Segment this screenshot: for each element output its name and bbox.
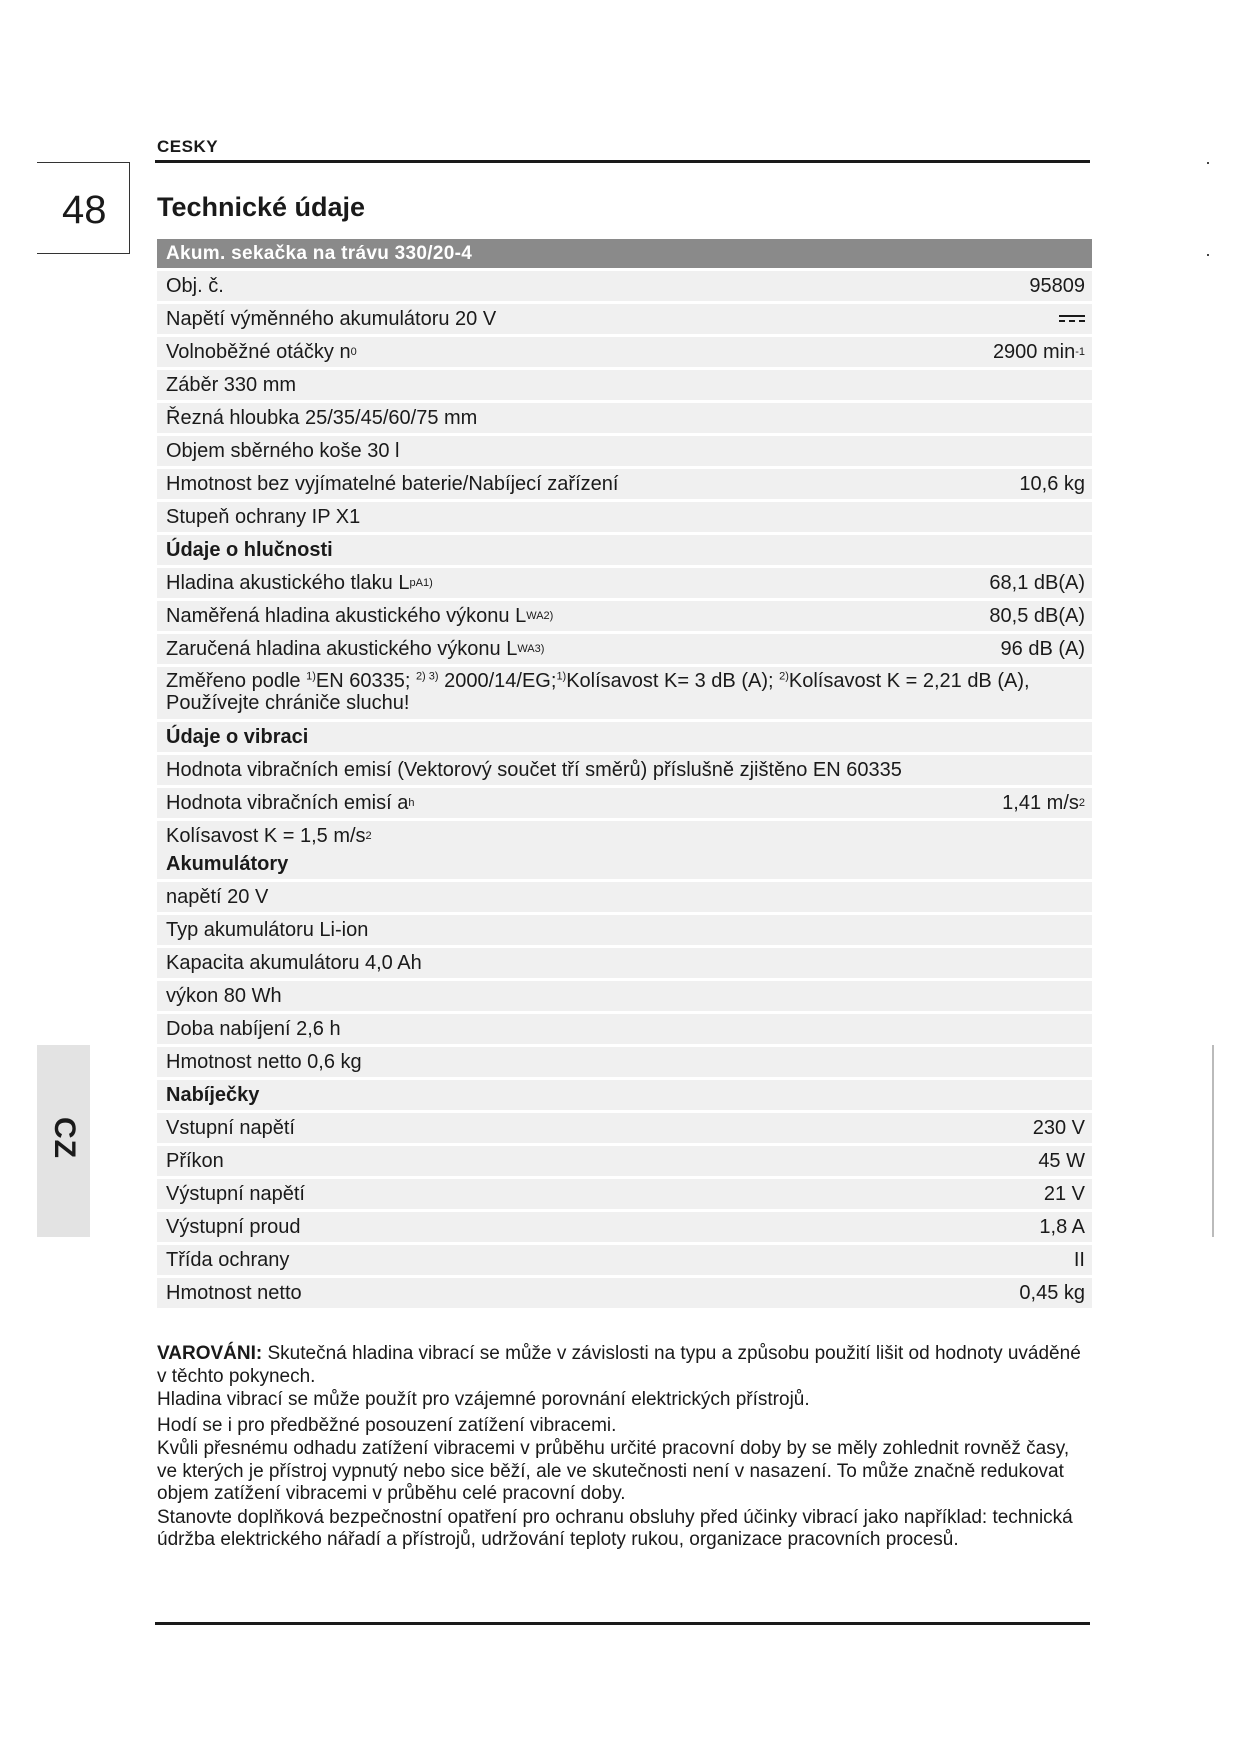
warning-paragraph: VAROVÁNI: Skutečná hladina vibrací se může v závislosti na typu a způsobu použití lišit od hodnoty uváděné v těchto pokynech. — [157, 1343, 1081, 1387]
table-row — [157, 568, 1092, 598]
table-section-row — [157, 1080, 1092, 1110]
row-value: 21 V — [1043, 1182, 1085, 1205]
bottom-rule — [155, 1622, 1090, 1625]
row-label: Typ akumulátoru Li-ion — [166, 919, 369, 941]
row-value: 10,6 kg — [1019, 472, 1085, 495]
table-row — [157, 436, 1092, 466]
table-row — [157, 304, 1092, 334]
margin-dot — [1207, 162, 1209, 164]
spec-table-battery-charger — [157, 849, 1092, 1308]
row-value — [874, 1047, 1092, 1077]
row-label: Záběr 330 mm — [166, 374, 297, 396]
section-heading: Údaje o hlučnosti — [166, 539, 333, 561]
measurement-note: Změřeno podle $^{1)}$EN 60335; $^{2) 3)}$ 2000/14/EG;$^{1)}$Kolísavost K= 3 dB (A); $^{2)}$Kolísavost K = 2,21 dB (A), Používejte chrániče sluchu! — [166, 670, 1030, 714]
row-label: Hladina akustického tlaku L pA 1) — [166, 572, 433, 594]
page-number: 48 — [62, 188, 107, 232]
row-label: Hodnota vibračních emisí a h — [166, 792, 415, 814]
row-value: 0,45 kg — [1019, 1281, 1085, 1304]
row-label: Řezná hloubka 25/35/45/60/75 mm — [166, 407, 478, 429]
table-row — [157, 821, 1092, 851]
table-row — [157, 981, 1092, 1011]
row-label: Výstupní proud — [166, 1216, 301, 1238]
row-label: Hmotnost netto 0,6 kg — [166, 1051, 362, 1073]
row-label: napětí 20 V — [166, 886, 269, 908]
table-row — [157, 948, 1092, 978]
row-value — [874, 403, 1092, 433]
row-label: Kapacita akumulátoru 4,0 Ah — [166, 952, 422, 974]
row-label: výkon 80 Wh — [166, 985, 282, 1007]
table-row — [157, 915, 1092, 945]
spec-table-mower — [157, 239, 1092, 851]
table-row — [157, 755, 1092, 785]
row-label: Třída ochrany — [166, 1249, 290, 1271]
table-section-row — [157, 722, 1092, 752]
warning-paragraph: Kvůli přesnému odhadu zatížení vibracemi v průběhu určité pracovní doby by se měly zohlednit rovněž časy, ve kterých je přístroj vypnutý nebo sice běží, ale ve skutečnosti není v nasazení. To může značně redukovat objem zatížení vibracemi v průběhu celé pracovní doby. — [157, 1438, 1070, 1504]
row-label: Napětí výměnného akumulátoru 20 V — [166, 308, 497, 330]
table-row — [157, 1113, 1092, 1143]
row-value — [874, 915, 1092, 945]
vibration-warning — [157, 1343, 1087, 1553]
row-value — [874, 1080, 1092, 1110]
page-title: Technické údaje — [157, 192, 366, 222]
section-heading: Nabíječky — [166, 1084, 260, 1106]
top-rule — [155, 160, 1090, 163]
table-row-footnote — [157, 667, 1092, 719]
row-label: Výstupní napětí — [166, 1183, 305, 1205]
row-value: 96 dB (A) — [1000, 637, 1085, 660]
row-label: Hodnota vibračních emisí (Vektorový součet tří směrů) příslušně zjištěno EN 60335 — [166, 759, 902, 781]
row-label: Zaručená hladina akustického výkonu L WA 3) — [166, 638, 545, 660]
row-label: Doba nabíjení 2,6 h — [166, 1018, 341, 1040]
table-row — [157, 1179, 1092, 1209]
row-value: 1,8 A — [1039, 1215, 1085, 1238]
warning-paragraph: Stanovte doplňková bezpečnostní opatření pro ochranu obsluhy před účinky vibrací jako například: technická údržba elektrického nářadí a přístrojů, udržování teploty rukou, organizace pracovních procesů. — [157, 1506, 1073, 1550]
table-row — [157, 882, 1092, 912]
row-value — [874, 535, 1092, 565]
row-value — [874, 981, 1092, 1011]
row-value — [874, 948, 1092, 978]
row-label: Stupeň ochrany IP X1 — [166, 506, 361, 528]
row-label: Volnoběžné otáčky n 0 — [166, 341, 357, 363]
table-row — [157, 502, 1092, 532]
row-label: Hmotnost netto — [166, 1282, 302, 1304]
table-row — [157, 601, 1092, 631]
row-value — [874, 849, 1092, 879]
row-value — [874, 304, 1092, 334]
table-row — [157, 1047, 1092, 1077]
margin-dot — [1207, 254, 1209, 256]
table-row — [157, 469, 1092, 499]
row-value: 68,1 dB(A) — [989, 571, 1085, 594]
table-row — [157, 788, 1092, 818]
language-header: CESKY — [157, 137, 219, 156]
table-row — [157, 1212, 1092, 1242]
table-row — [157, 634, 1092, 664]
table-row — [157, 1278, 1092, 1308]
row-value — [874, 882, 1092, 912]
row-label: Hmotnost bez vyjímatelné baterie/Nabíjecí zařízení — [166, 473, 619, 495]
row-value: 1,41 m/s 2 — [1002, 791, 1085, 814]
warning-label: VAROVÁNI: — [157, 1343, 263, 1364]
row-label: Naměřená hladina akustického výkonu L WA 2) — [166, 605, 554, 627]
row-label: Obj. č. — [166, 275, 224, 297]
table-caption: Akum. sekačka na trávu 330/20-4 — [157, 239, 1092, 268]
table-row — [157, 1014, 1092, 1044]
table-section-row — [157, 535, 1092, 565]
row-value: 2900 min -1 — [992, 340, 1085, 363]
dc-current-icon — [1059, 314, 1085, 324]
edge-line — [1212, 1045, 1214, 1237]
table-section-row — [157, 849, 1092, 879]
section-heading: Údaje o vibraci — [166, 726, 309, 748]
row-label: Příkon — [166, 1150, 224, 1172]
table-row — [157, 403, 1092, 433]
row-label: Kolísavost K = 1,5 m/s 2 — [166, 825, 372, 847]
warning-paragraph: Hladina vibrací se může použít pro vzájemné porovnání elektrických přístrojů. — [157, 1389, 810, 1410]
row-value: 230 V — [1032, 1116, 1085, 1139]
row-value: 45 W — [1038, 1149, 1085, 1172]
row-value — [874, 370, 1092, 400]
row-value — [874, 1014, 1092, 1044]
row-value: 95809 — [1029, 274, 1085, 297]
section-heading: Akumulátory — [166, 853, 289, 875]
row-label: Vstupní napětí — [166, 1117, 295, 1139]
row-label: Objem sběrného koše 30 l — [166, 440, 400, 462]
language-side-tab-label: CZ — [48, 1117, 81, 1159]
row-value — [874, 502, 1092, 532]
row-value — [874, 722, 1092, 752]
row-value — [874, 436, 1092, 466]
table-row — [157, 337, 1092, 367]
row-value — [874, 821, 1092, 851]
table-row — [157, 271, 1092, 301]
table-row — [157, 1146, 1092, 1176]
row-value: II — [1073, 1248, 1085, 1271]
warning-paragraph: Hodí se i pro předběžné posouzení zatížení vibracemi. — [157, 1414, 617, 1436]
row-value: 80,5 dB(A) — [989, 604, 1085, 627]
table-row — [157, 370, 1092, 400]
table-row — [157, 1245, 1092, 1275]
